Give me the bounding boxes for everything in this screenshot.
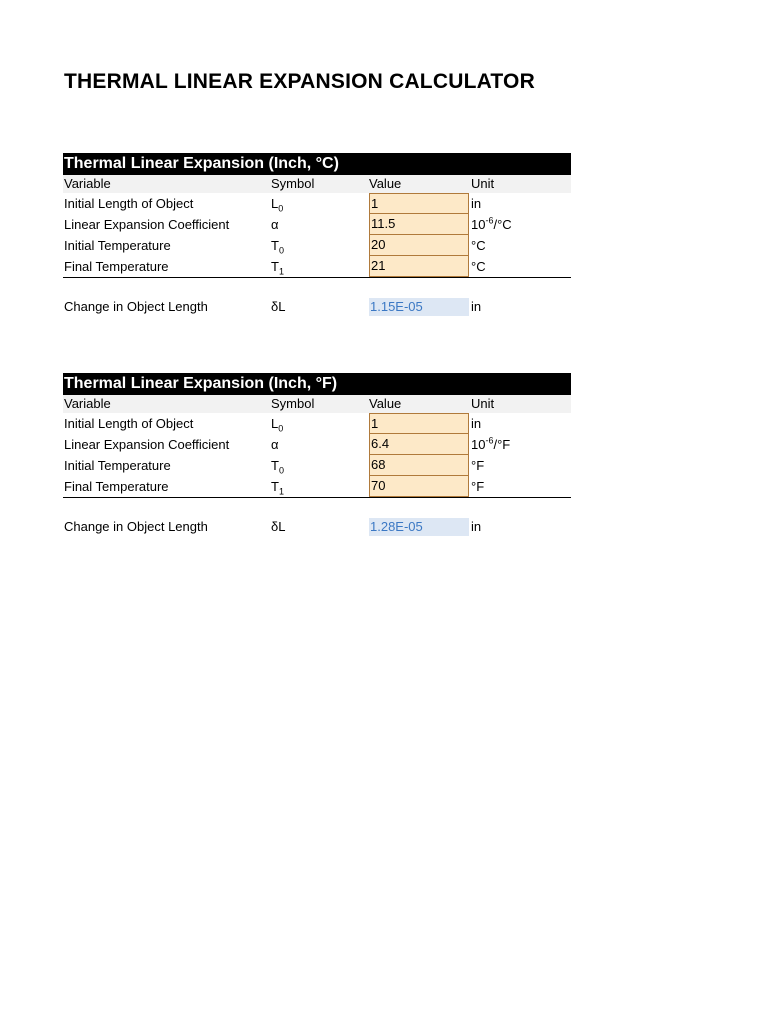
result-unit: in — [471, 299, 482, 314]
initial-temperature-input[interactable]: 68 — [369, 455, 469, 476]
result-row — [63, 298, 571, 316]
symbol: $T_1$ — [271, 479, 284, 497]
variable-label: Initial Length of Object — [64, 416, 194, 431]
input-row-initial-length — [63, 193, 571, 214]
unit-label: °C — [471, 238, 486, 253]
input-row-final-temperature — [63, 256, 571, 278]
result-label: Change in Object Length — [64, 519, 208, 534]
input-row-initial-temperature — [63, 235, 571, 256]
expansion-coefficient-input[interactable]: 11.5 — [369, 214, 469, 235]
result-symbol: δL — [271, 519, 286, 534]
result-unit: in — [471, 519, 482, 534]
symbol: $L_0$ — [271, 196, 284, 214]
final-temperature-input[interactable]: 21 — [369, 256, 469, 277]
symbol: α — [271, 437, 279, 452]
variable-label: Linear Expansion Coefficient — [64, 437, 230, 452]
column-header-symbol: Symbol — [271, 176, 315, 191]
result-symbol: δL — [271, 299, 286, 314]
input-row-expansion-coefficient — [63, 434, 571, 455]
unit-label: °C — [471, 259, 486, 274]
input-row-initial-length — [63, 413, 571, 434]
unit-label: $10^{-6}/^\circ F$ — [471, 435, 511, 452]
column-header-symbol: Symbol — [271, 396, 315, 411]
initial-length-input[interactable]: 1 — [369, 413, 469, 434]
column-header-value: Value — [369, 176, 402, 191]
column-header-variable: Variable — [64, 396, 111, 411]
variable-label: Initial Temperature — [64, 458, 171, 473]
initial-temperature-input[interactable]: 20 — [369, 235, 469, 256]
column-header-value: Value — [369, 396, 402, 411]
column-header-variable: Variable — [64, 176, 111, 191]
result-row — [63, 518, 571, 536]
variable-label: Final Temperature — [64, 259, 169, 274]
symbol: $L_0$ — [271, 416, 284, 434]
unit-label: in — [471, 416, 482, 431]
input-row-expansion-coefficient — [63, 214, 571, 235]
input-row-final-temperature — [63, 476, 571, 498]
variable-label: Initial Temperature — [64, 238, 171, 253]
unit-label: °F — [471, 458, 485, 473]
symbol: $T_0$ — [271, 458, 284, 476]
symbol: α — [271, 217, 279, 232]
column-header-unit: Unit — [471, 396, 495, 411]
unit-label: °F — [471, 479, 485, 494]
symbol: $T_0$ — [271, 238, 284, 256]
final-temperature-input[interactable]: 70 — [369, 476, 469, 497]
variable-label: Linear Expansion Coefficient — [64, 217, 230, 232]
section-header: Thermal Linear Expansion (Inch, °C) — [63, 153, 571, 175]
section-header: Thermal Linear Expansion (Inch, °F) — [63, 373, 571, 395]
expansion-coefficient-input[interactable]: 6.4 — [369, 434, 469, 455]
unit-label: in — [471, 196, 482, 211]
variable-label: Final Temperature — [64, 479, 169, 494]
page-title: THERMAL LINEAR EXPANSION CALCULATOR — [64, 70, 535, 93]
column-header-row — [63, 175, 571, 193]
symbol: $T_1$ — [271, 259, 284, 277]
calc-section-celsius — [63, 153, 571, 316]
initial-length-input[interactable]: 1 — [369, 193, 469, 214]
calc-section-fahrenheit — [63, 373, 571, 536]
column-header-unit: Unit — [471, 176, 495, 191]
result-value: 1.28E-05 — [369, 518, 469, 536]
column-header-row — [63, 395, 571, 413]
input-row-initial-temperature — [63, 455, 571, 476]
result-label: Change in Object Length — [64, 299, 208, 314]
unit-label: $10^{-6}/^\circ C$ — [471, 215, 512, 232]
result-value: 1.15E-05 — [369, 298, 469, 316]
variable-label: Initial Length of Object — [64, 196, 194, 211]
